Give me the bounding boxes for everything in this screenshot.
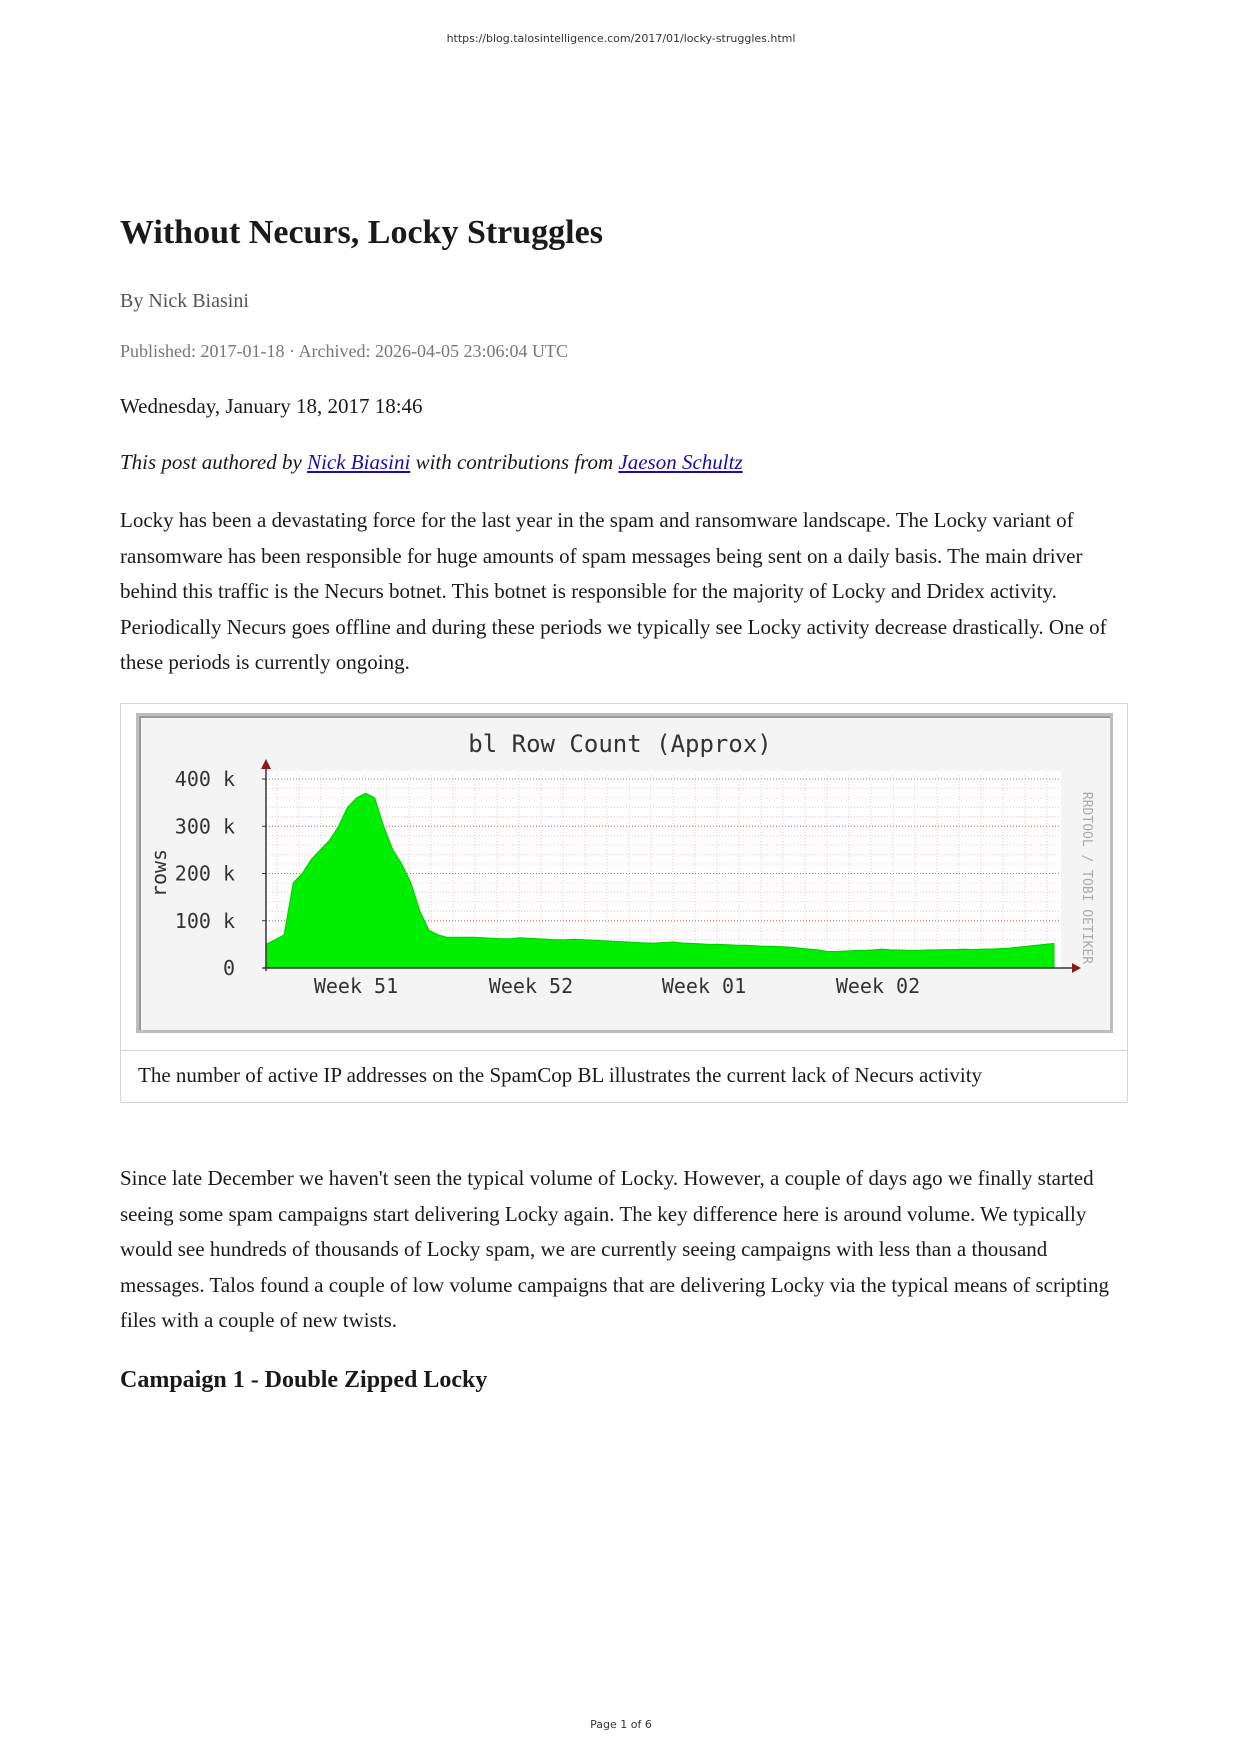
authored-middle: with contributions from (410, 450, 619, 474)
x-tick-label: Week 02 (835, 974, 921, 998)
x-tick-label: Week 01 (661, 974, 747, 998)
byline: By Nick Biasini (120, 290, 249, 312)
page-url-header: https://blog.talosintelligence.com/2017/01/locky-struggles.html (446, 32, 796, 45)
y-tick-label: 100 k (174, 908, 235, 933)
paragraph-volume: Since late December we haven't seen the typical volume of Locky. However, a couple of days ago we finally started seeing some spam campaigns start delivering Locky again. The key difference here is around volume. We typically would see hundreds of thousands of Locky spam, we are currently seeing campaigns with less than a thousand messages. Talos found a couple of low volume campaigns that are delivering Locky via the typical means of scripting files with a couple of new twists. (120, 1166, 1109, 1332)
y-tick-label: 400 k (174, 767, 235, 791)
figure-caption: The number of active IP addresses on the SpamCop BL illustrates the current lack of Necurs activity (138, 1063, 983, 1087)
chart-title: bl Row Count (Approx) (468, 730, 772, 758)
authored-prefix: This post authored by (120, 450, 308, 474)
figure-caption-row (121, 1050, 1127, 1103)
author-link[interactable]: Nick Biasini (307, 450, 411, 474)
article-title: Without Necurs, Locky Struggles (120, 214, 603, 251)
chart-image (136, 713, 1113, 1033)
figure (120, 703, 1128, 1103)
y-tick-label: 200 k (174, 861, 235, 886)
rrdtool-watermark: RRDTOOL / TOBI OETIKER (1079, 791, 1094, 965)
post-date: Wednesday, January 18, 2017 18:46 (120, 394, 423, 418)
x-tick-label: Week 51 (313, 974, 399, 998)
authored-line (120, 450, 743, 475)
row-count-chart (136, 713, 1113, 1033)
published-info: Published: 2017-01-18 · Archived: 2026-04-05 23:06:04 UTC (120, 341, 568, 361)
paragraph-intro: Locky has been a devastating force for the last year in the spam and ransomware landscape. The Locky variant of ransomware has been responsible for huge amounts of spam messages being sent on a daily basis. The main driver behind this traffic is the Necurs botnet. This botnet is responsible for the majority of Locky and Dridex activity. Periodically Necurs goes offline and during these periods we typically see Locky activity decrease drastically. One of these periods is currently ongoing. (120, 508, 1107, 674)
contributor-link[interactable]: Jaeson Schultz (618, 450, 743, 474)
page-number: Page 1 of 6 (590, 1718, 652, 1731)
y-tick-label: 0 (222, 956, 235, 980)
chart-frame-shadow-left (139, 716, 141, 1030)
chart-frame-shadow-top (139, 716, 1110, 718)
x-tick-label: Week 52 (488, 974, 574, 998)
y-tick-label: 300 k (174, 814, 235, 839)
section-heading: Campaign 1 - Double Zipped Locky (120, 1367, 488, 1393)
y-axis-label: rows (147, 848, 171, 898)
